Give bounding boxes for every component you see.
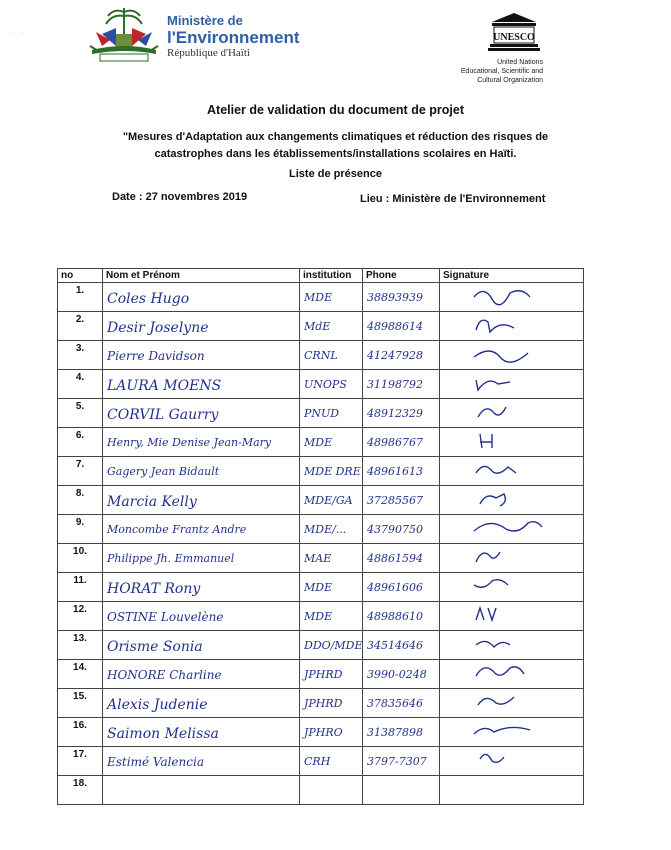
participant-institution-text: MDE <box>304 581 333 594</box>
haiti-coat-of-arms-logo <box>86 6 162 66</box>
project-title <box>0 129 671 163</box>
participant-phone <box>363 689 440 718</box>
participant-institution <box>300 312 363 341</box>
document-title: Atelier de validation du document de projet <box>207 103 464 117</box>
handwritten-signature <box>440 660 580 684</box>
table-row <box>58 689 584 718</box>
participant-institution <box>300 370 363 399</box>
table-row <box>58 660 584 689</box>
handwritten-signature <box>440 341 580 365</box>
handwritten-signature <box>440 544 580 568</box>
project-title-line-2: catastrophes dans les établissements/installations scolaires en Haïti. <box>154 148 517 160</box>
participant-phone-text: 37285567 <box>367 494 423 507</box>
row-number: 13. <box>58 631 103 660</box>
participant-institution-text <box>300 776 362 784</box>
handwritten-signature <box>440 631 580 655</box>
participant-phone-text: 48988610 <box>367 610 423 623</box>
participant-institution-text: MDE/... <box>304 523 347 536</box>
table-row <box>58 602 584 631</box>
participant-institution <box>300 486 363 515</box>
participant-institution <box>300 602 363 631</box>
unesco-wordmark: UNESCO <box>493 32 535 43</box>
participant-name <box>103 457 300 486</box>
row-number: 12. <box>58 602 103 631</box>
participant-name <box>103 399 300 428</box>
participant-signature <box>440 660 584 689</box>
unesco-line-3: Cultural Organization <box>477 77 543 84</box>
participant-name <box>103 776 300 805</box>
table-row <box>58 457 584 486</box>
participant-phone <box>363 602 440 631</box>
table-row <box>58 544 584 573</box>
participant-name-text: Estimé Valencia <box>107 755 204 769</box>
participant-signature <box>440 631 584 660</box>
participant-institution <box>300 718 363 747</box>
participant-signature <box>440 341 584 370</box>
project-title-line-1: "Mesures d'Adaptation aux changements climatiques et réduction des risques de <box>122 131 549 143</box>
row-number: 15. <box>58 689 103 718</box>
table-header-row <box>58 269 584 283</box>
participant-name <box>103 428 300 457</box>
participant-name-text: Gagery Jean Bidault <box>107 465 220 478</box>
participant-name <box>103 602 300 631</box>
participant-phone <box>363 312 440 341</box>
participant-institution-text: MDE <box>304 291 333 304</box>
participant-name-text: LAURA MOENS <box>107 378 222 394</box>
participant-institution <box>300 747 363 776</box>
participant-institution <box>300 573 363 602</box>
participant-name-text: Coles Hugo <box>107 291 190 307</box>
participant-institution-text: MDE DRE <box>304 465 361 478</box>
handwritten-signature <box>440 312 580 336</box>
ministry-line-3: République d'Haïti <box>167 47 250 59</box>
handwritten-signature <box>440 689 580 713</box>
participant-phone <box>363 428 440 457</box>
location-label: Lieu : Ministère de l'Environnement <box>360 193 546 205</box>
participant-signature <box>440 544 584 573</box>
participant-phone-text: 43790750 <box>367 523 423 536</box>
participant-name <box>103 718 300 747</box>
participant-name-text: Marcia Kelly <box>107 494 197 510</box>
participant-name-text: Desir Joselyne <box>107 320 209 336</box>
participant-signature <box>440 283 584 312</box>
handwritten-signature <box>440 747 580 771</box>
participant-phone-text: 41247928 <box>367 349 423 362</box>
participant-signature <box>440 573 584 602</box>
table-row <box>58 428 584 457</box>
participant-signature <box>440 776 584 805</box>
participant-name-text: HORAT Rony <box>107 581 201 597</box>
row-number: 8. <box>58 486 103 515</box>
participant-name-text: Philippe Jh. Emmanuel <box>107 552 235 565</box>
table-row <box>58 747 584 776</box>
participant-institution-text: JPHRO <box>304 726 343 739</box>
participant-phone-text: 38893939 <box>367 291 423 304</box>
row-number: 18. <box>58 776 103 805</box>
participant-institution <box>300 341 363 370</box>
handwritten-signature <box>440 486 580 510</box>
header-phone: Phone <box>363 269 440 283</box>
participant-institution-text: UNOPS <box>304 378 347 391</box>
participant-phone-text: 34514646 <box>367 639 423 652</box>
handwritten-signature <box>440 602 580 626</box>
attendance-table <box>57 268 584 805</box>
participant-phone-text: 3990-0248 <box>367 668 427 681</box>
table-row <box>58 283 584 312</box>
participant-name-text: OSTINE Louvelène <box>107 610 224 624</box>
header-name: Nom et Prénom <box>103 269 300 283</box>
participant-institution <box>300 631 363 660</box>
participant-phone-text: 31198792 <box>367 378 423 391</box>
participant-phone-text <box>363 776 439 784</box>
table-row <box>58 515 584 544</box>
participant-name-text: Alexis Judenie <box>107 697 208 713</box>
participant-name <box>103 341 300 370</box>
participant-institution <box>300 544 363 573</box>
table-row <box>58 370 584 399</box>
participant-phone <box>363 544 440 573</box>
ministry-line-1: Ministère de <box>167 13 243 28</box>
participant-institution-text: MAE <box>304 552 332 565</box>
row-number: 2. <box>58 312 103 341</box>
participant-name-text: Pierre Davidson <box>107 349 205 363</box>
row-number: 17. <box>58 747 103 776</box>
participant-phone <box>363 486 440 515</box>
handwritten-signature <box>440 718 580 742</box>
handwritten-signature <box>440 573 580 597</box>
participant-name-text: Saimon Melissa <box>107 726 219 742</box>
participant-institution <box>300 457 363 486</box>
handwritten-signature <box>440 457 580 481</box>
handwritten-signature <box>440 283 580 307</box>
date-label: Date : 27 novembres 2019 <box>112 191 248 203</box>
participant-phone-text: 3797-7307 <box>367 755 427 768</box>
table-row <box>58 573 584 602</box>
table-row <box>58 486 584 515</box>
participant-signature <box>440 486 584 515</box>
table-row <box>58 631 584 660</box>
header-signature: Signature <box>440 269 584 283</box>
participant-phone-text: 48961606 <box>367 581 423 594</box>
row-number: 5. <box>58 399 103 428</box>
participant-name <box>103 747 300 776</box>
participant-institution-text: MDE <box>304 436 333 449</box>
row-number: 11. <box>58 573 103 602</box>
participant-name-text: HONORE Charline <box>107 668 222 682</box>
participant-name-text: Orisme Sonia <box>107 639 203 655</box>
participant-signature <box>440 457 584 486</box>
table-row <box>58 312 584 341</box>
participant-phone <box>363 515 440 544</box>
participant-signature <box>440 370 584 399</box>
participant-institution <box>300 660 363 689</box>
participant-institution-text: MDE <box>304 610 333 623</box>
participant-name-text: CORVIL Gaurry <box>107 407 219 423</box>
participant-phone <box>363 283 440 312</box>
participant-institution <box>300 399 363 428</box>
participant-phone <box>363 341 440 370</box>
participant-signature <box>440 689 584 718</box>
unesco-line-2: Educational, Scientific and <box>460 68 543 75</box>
handwritten-signature <box>440 515 580 539</box>
row-number: 16. <box>58 718 103 747</box>
participant-name <box>103 689 300 718</box>
header-no: no <box>58 269 103 283</box>
participant-institution <box>300 689 363 718</box>
handwritten-signature <box>440 370 580 394</box>
participant-name <box>103 370 300 399</box>
participant-signature <box>440 428 584 457</box>
participant-signature <box>440 515 584 544</box>
participant-signature <box>440 399 584 428</box>
unesco-logo <box>488 12 540 52</box>
participant-phone <box>363 573 440 602</box>
attendance-list-label: Liste de présence <box>289 168 382 180</box>
participant-phone <box>363 631 440 660</box>
participant-signature <box>440 718 584 747</box>
participant-signature <box>440 312 584 341</box>
participant-name <box>103 515 300 544</box>
participant-name <box>103 486 300 515</box>
participant-name <box>103 660 300 689</box>
participant-phone-text: 31387898 <box>367 726 423 739</box>
scan-speck: · · <box>12 30 23 37</box>
participant-phone-text: 48961613 <box>367 465 423 478</box>
participant-institution <box>300 283 363 312</box>
participant-institution-text: MDE/GA <box>304 494 353 507</box>
row-number: 3. <box>58 341 103 370</box>
participant-name <box>103 544 300 573</box>
row-number: 9. <box>58 515 103 544</box>
handwritten-signature <box>440 399 580 423</box>
participant-phone-text: 48988614 <box>367 320 423 333</box>
participant-name-text: Moncombe Frantz Andre <box>107 523 247 536</box>
row-number: 7. <box>58 457 103 486</box>
participant-institution <box>300 428 363 457</box>
participant-institution-text: JPHRD <box>304 697 343 710</box>
participant-phone <box>363 718 440 747</box>
participant-phone-text: 48861594 <box>367 552 423 565</box>
table-row <box>58 776 584 805</box>
handwritten-signature <box>440 428 580 452</box>
table-row <box>58 399 584 428</box>
participant-name <box>103 312 300 341</box>
participant-phone <box>363 370 440 399</box>
participant-phone-text: 37835646 <box>367 697 423 710</box>
participant-institution-text: CRH <box>304 755 331 768</box>
row-number: 6. <box>58 428 103 457</box>
table-row <box>58 718 584 747</box>
participant-phone <box>363 660 440 689</box>
participant-signature <box>440 747 584 776</box>
participant-phone-text: 48912329 <box>367 407 423 420</box>
row-number: 4. <box>58 370 103 399</box>
row-number: 1. <box>58 283 103 312</box>
ministry-line-2: l'Environnement <box>167 28 300 47</box>
participant-phone <box>363 457 440 486</box>
participant-name <box>103 573 300 602</box>
participant-institution <box>300 776 363 805</box>
table-row <box>58 341 584 370</box>
participant-institution-text: CRNL <box>304 349 338 362</box>
participant-name-text <box>103 776 299 784</box>
participant-institution-text: JPHRD <box>304 668 343 681</box>
participant-phone <box>363 776 440 805</box>
participant-institution-text: DDO/MDE <box>304 639 362 652</box>
unesco-line-1: United Nations <box>497 59 543 66</box>
participant-phone-text: 48986767 <box>367 436 423 449</box>
participant-phone <box>363 399 440 428</box>
participant-name <box>103 283 300 312</box>
participant-phone <box>363 747 440 776</box>
participant-institution <box>300 515 363 544</box>
row-number: 10. <box>58 544 103 573</box>
participant-name <box>103 631 300 660</box>
participant-institution-text: MdE <box>304 320 331 333</box>
participant-institution-text: PNUD <box>304 407 340 420</box>
participant-name-text: Henry, Mie Denise Jean-Mary <box>107 436 272 449</box>
header-institution: institution <box>300 269 363 283</box>
participant-signature <box>440 602 584 631</box>
row-number: 14. <box>58 660 103 689</box>
